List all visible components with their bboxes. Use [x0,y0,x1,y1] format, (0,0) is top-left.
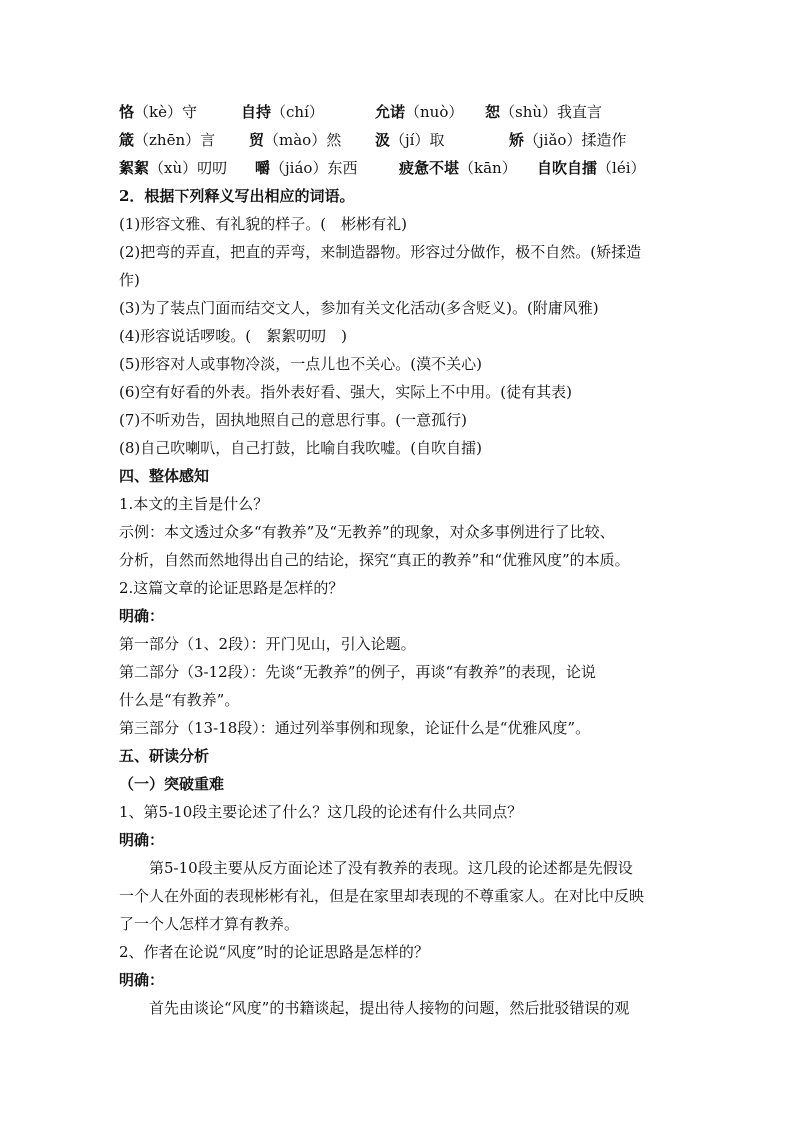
vocab-item: 汲（jí）取 [375,131,445,149]
answer-text: 什么是“有教养”。 [119,691,240,709]
vocab-item: 恕（shù）我直言 [485,103,603,121]
definition-item: (3)为了装点门面而结交文人，参加有关文化活动(多含贬义)。(附庸风雅) [119,299,599,317]
answer-paragraph: 一个人在外面的表现彬彬有礼，但是在家里却表现的不尊重家人。在对比中反映 [119,887,645,905]
answer-text: 第一部分（1、2段）：开门见山，引入论题。 [119,635,416,653]
answer-label: 明确： [119,607,165,625]
answer-label: 明确： [119,971,165,989]
document-body [119,98,679,1022]
question-text: 1、第5-10段主要论述了什么？这几段的论述有什么共同点？ [119,803,523,821]
question-heading: 2．根据下列释义写出相应的词语。 [119,187,355,205]
definition-item: (1)形容文雅、有礼貌的样子。( 彬彬有礼) [119,215,407,233]
answer-paragraph: 第5-10段主要从反方面论述了没有教养的表现。这几段的论述都是先假设 [149,859,633,877]
definition-item: (2)把弯的弄直，把直的弄弯，来制造器物。形容过分做作，极不自然。(矫揉造 [119,243,642,261]
definition-item: (5)形容对人或事物冷淡，一点儿也不关心。(漠不关心) [119,355,482,373]
question-text: 1.本文的主旨是什么？ [119,495,269,513]
vocab-item: 恪（kè）守 [119,103,197,121]
answer-label: 明确： [119,831,165,849]
vocab-item: 自持（chí） [241,103,324,121]
answer-text: 第二部分（3-12段）：先谈“无教养”的例子，再谈“有教养”的表现，论说 [119,663,596,681]
question-text: 2.这篇文章的论证思路是怎样的？ [119,579,344,597]
vocab-item: 允诺（nuò） [375,103,464,121]
answer-paragraph: 首先由谈论“风度”的书籍谈起，提出待人接物的问题，然后批驳错误的观 [149,999,630,1017]
subsection-heading: （一）突破重难 [119,775,225,793]
definition-item: (6)空有好看的外表。指外表好看、强大，实际上不中用。(徒有其表) [119,383,572,401]
section-heading: 五、研读分析 [119,747,210,765]
section-heading: 四、整体感知 [119,467,210,485]
vocab-item: 矫（jiǎo）揉造作 [509,131,627,149]
definition-item: (4)形容说话啰唆。( 絮絮叨叨 ) [119,327,347,345]
definition-item-continued: 作) [119,271,140,289]
question-text: 2、作者在论说“风度”时的论证思路是怎样的？ [119,943,429,961]
vocab-row-2 [119,126,679,154]
vocab-item: 箴（zhēn）言 [119,131,216,149]
definition-item: (7)不听劝告，固执地照自己的意思行事。(一意孤行) [119,411,467,429]
example-answer: 分析，自然而然地得出自己的结论，探究“真正的教养”和“优雅风度”的本质。 [119,551,630,569]
vocab-item: 疲惫不堪（kān） [399,159,517,177]
vocab-item: 絮絮（xù）叨叨 [119,159,228,177]
vocab-item: 嚼（jiáo）东西 [255,159,358,177]
vocab-row-3 [119,154,679,182]
definition-item: (8)自己吹喇叭，自己打鼓，比喻自我吹嘘。(自吹自擂) [119,439,482,457]
example-answer: 示例：本文透过众多“有教养”及“无教养”的现象，对众多事例进行了比较、 [119,523,615,541]
vocab-row-1 [119,98,679,126]
answer-paragraph: 了一个人怎样才算有教养。 [119,915,300,933]
vocab-item: 自吹自擂（léi） [537,159,646,177]
vocab-item: 贸（mào）然 [249,131,342,149]
answer-text: 第三部分（13-18段）：通过列举事例和现象，论证什么是“优雅风度”。 [119,719,591,737]
